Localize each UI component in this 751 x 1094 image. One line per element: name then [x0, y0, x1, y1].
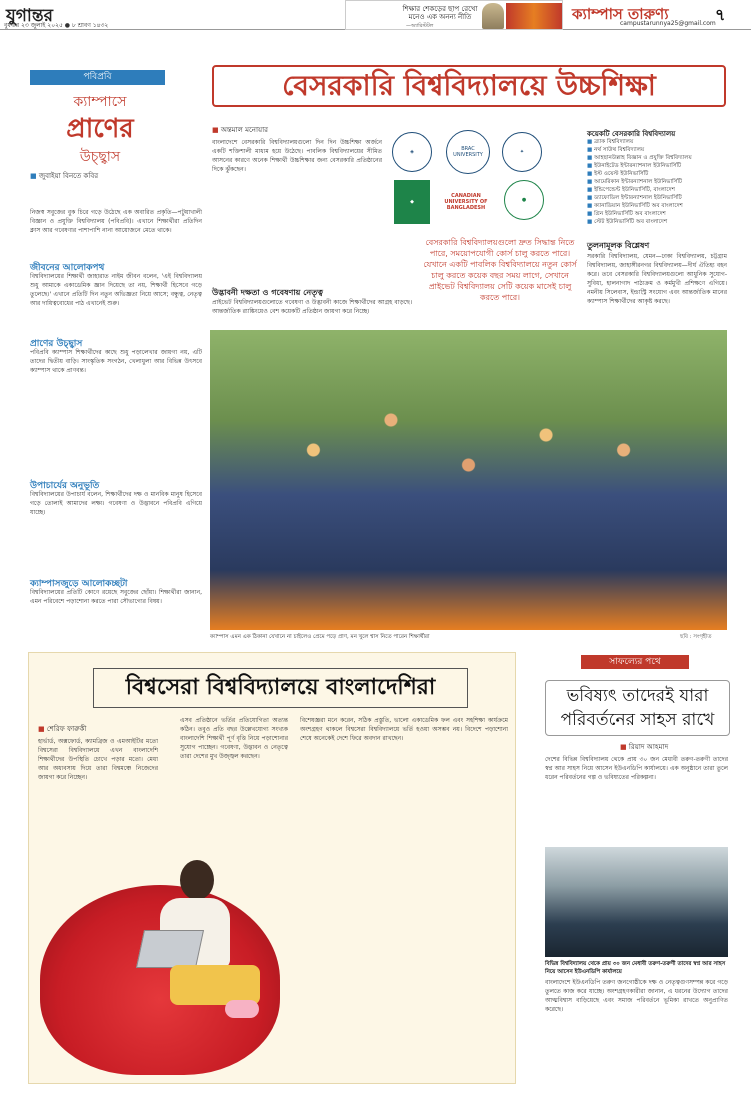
- graduates-photo: [545, 847, 728, 957]
- list-item: ■ ড্যাফোডিল ইন্টারন্যাশনাল ইউনিভার্সিটি: [587, 194, 727, 202]
- pobipri-text-4: বিশ্ববিদ্যালয়ের প্রতিটি কোণে রয়েছে সবুজের ছোঁয়া। শিক্ষার্থীরা জানান, এমন পরিবেশে পড়াশোনা করতে পারা সৌভাগ্যের বিষয়।: [30, 589, 202, 605]
- pobipri-subhead-1: জীবনের আলোকপথ: [30, 263, 105, 273]
- bottom-left-headline: বিশ্বসেরা বিশ্ববিদ্যালয়ে বাংলাদেশিরা: [93, 668, 468, 708]
- pobipri-text-3: বিশ্ববিদ্যালয়ের উপাচার্য বলেন, শিক্ষার্থীদের দক্ষ ও মানবিক মানুষ হিসেবে গড়ে তোলাই আমাদের লক্ষ্য। গবেষণা ও উদ্ভাবনে পবিপ্রবি এগিয়ে যাচ্ছে।: [30, 491, 202, 516]
- main-text-2: প্রাইভেট বিশ্ববিদ্যালয়গুলোতে গবেষণা ও উদ্ভাবনী কাজে শিক্ষার্থীদের আগ্রহ বাড়ছে। আন্তর্জাতিক র‍্যাঙ্কিংয়েও বেশ কয়েকটি প্রতিষ্ঠান জায়গা করে নিচ্ছে।: [212, 299, 412, 315]
- list-item: ■ ক্যানাডিয়ান ইউনিভার্সিটি অব বাংলাদেশ: [587, 202, 727, 210]
- bottom-left-text-3: বিশেষজ্ঞরা মনে করেন, সঠিক প্রস্তুতি, ভালো একাডেমিক ফল এবং সহশিক্ষা কার্যক্রমে অংশগ্রহণ থাকলে বিশ্বসেরা বিশ্ববিদ্যালয়ে ভর্তি হওয়া অসম্ভব নয়। বিদেশে পড়াশোনা শেষে অনেকেই দেশে ফিরে অবদান রাখছেন।: [300, 717, 508, 742]
- pobipri-headline-line1: ক্যাম্পাসে: [73, 94, 127, 110]
- person-legs: [170, 965, 260, 1005]
- list-item: ■ ইস্ট ওয়েস্ট ইউনিভার্সিটি: [587, 170, 727, 178]
- main-headline: বেসরকারি বিশ্ববিদ্যালয়ে উচ্চশিক্ষা: [212, 65, 726, 107]
- photo-credit: ছবি : সংগৃহীত: [680, 634, 712, 640]
- bottom-left-text-2: এসব প্রতিষ্ঠানে ভর্তির প্রতিযোগিতা অত্যন্ত কঠিন। তবুও প্রতি বছর উল্লেখযোগ্য সংখ্যক বাংলাদেশি শিক্ষার্থী পূর্ণ বৃত্তি নিয়ে পড়াশোনার সুযোগ পাচ্ছেন। গবেষণা, উদ্ভাবন ও নেতৃত্বে তারা দেশের মুখ উজ্জ্বল করছেন।: [180, 717, 288, 760]
- student-with-laptop-image: [130, 860, 260, 1040]
- pobipri-headline-line3: উচ্ছ্বাস: [79, 149, 121, 165]
- masthead-ad: [345, 0, 563, 30]
- pobipri-subhead-3: উপাচার্যের অনুভূতি: [30, 481, 100, 491]
- university-logo-crest: ◈: [392, 132, 432, 172]
- compare-subhead: তুলনামূলক বিশ্লেষণ: [587, 241, 650, 250]
- canadian-university-logo: CANADIAN UNIVERSITY OF BANGLADESH: [438, 184, 494, 220]
- compare-text: সরকারি বিশ্ববিদ্যালয়, যেমন—ঢাকা বিশ্ববিদ্যালয়, চট্টগ্রাম বিশ্ববিদ্যালয়, জাহাঙ্গীরনগর বিশ্ববিদ্যালয়—দীর্ঘ ঐতিহ্য বহন করে। তবে বেসরকারি বিশ্ববিদ্যালয়গুলো আধুনিক সুযোগ-সুবিধা, হালনাগাদ পাঠ্যক্রম ও কর্মমুখী প্রশিক্ষণে এগিয়ে। নমনীয় সিলেবাস, ইন্ডাস্ট্রি সংযোগ এবং আন্তর্জাতিক মানের ক্যাম্পাস শিক্ষার্থীদের আকৃষ্ট করছে।: [587, 253, 727, 305]
- main-subhead: উদ্ভাবনী দক্ষতা ও গবেষণায় নেতৃত্ব: [212, 288, 323, 297]
- list-item: ■ ইউনাইটেড ইন্টারন্যাশনাল ইউনিভার্সিটি: [587, 162, 727, 170]
- page-number: ৭: [715, 5, 726, 24]
- section-email: campustarunnya25@gmail.com: [620, 20, 716, 27]
- list-item: ■ নর্থ সাউথ বিশ্ববিদ্যালয়: [587, 146, 727, 154]
- list-item: ■ ব্র্যাক বিশ্ববিদ্যালয়: [587, 138, 727, 146]
- ad-text: শিক্ষার শেকড়ের ছাপ রেখো মনেও এক অনন্য নীতি: [402, 5, 478, 22]
- bottom-right-author: ■ রিয়াদ আহমাদ: [620, 741, 668, 753]
- bottom-right-headline: [545, 680, 730, 736]
- independent-university-logo: ●: [504, 180, 544, 220]
- laptop-image: [136, 930, 204, 968]
- person-shoes: [225, 1000, 259, 1018]
- list-item: ■ আমেরিকান ইন্টারন্যাশনাল ইউনিভার্সিটি: [587, 178, 727, 186]
- pobipri-headline-line2: প্রাণের: [66, 114, 134, 144]
- photo-caption: ক্যাম্পাস এমন এক ঠিকানা যেখানে না চাইলেও প্রেমে পড়ে প্রাণ, মন খুলে শ্বাস নিতে পারেন শিক্ষার্থীরা: [210, 634, 430, 640]
- brac-university-logo: BRAC UNIVERSITY: [446, 130, 490, 174]
- list-item: ■ স্টেট ইউনিভার্সিটি অব বাংলাদেশ: [587, 218, 727, 226]
- pobipri-intro: নিজস্ব সবুজের বুক চিরে গড়ে উঠেছে এক অবারিত প্রকৃতি—পটুয়াখালী বিজ্ঞান ও প্রযুক্তি বিশ্ববিদ্যালয় (পবিপ্রবি)। এখানে শিক্ষার্থীরা প্রতিদিন ক্লাস আর গবেষণার পাশাপাশি নানা আয়োজনে মেতে থাকে।: [30, 209, 202, 234]
- university-list: [587, 138, 727, 226]
- person-head: [180, 860, 214, 900]
- date-line: বুধবার ২৩ জুলাই ২০২৫ ● ৮ শ্রাবণ ১৪৩২: [4, 22, 109, 29]
- pobipri-subhead-2: প্রাণের উচ্ছ্বাস: [30, 339, 83, 349]
- students-crowd-photo: [210, 330, 727, 630]
- bottom-right-text-1: দেশের বিভিন্ন বিশ্ববিদ্যালয় থেকে প্রায় ৩০ জন মেধাবী তরুণ-তরুণী তাদের স্বপ্ন আর সাহস নিয়ে আসেন ইউএনডিপি কার্যালয়ে। এক অনুষ্ঠানে তারা তুলে ধরেন পরিবর্তনের গল্প ও ভবিষ্যতের পরিকল্পনা।: [545, 756, 728, 781]
- university-list-title: কয়েকটি বেসরকারি বিশ্ববিদ্যালয়: [587, 130, 676, 138]
- headline-line-2: পরিবর্তনের সাহস রাখে: [560, 710, 715, 730]
- newspaper-logo: যুগান্তর: [6, 6, 53, 26]
- statue-bust-image: [482, 3, 504, 29]
- university-logo-shield: ◆: [394, 180, 430, 224]
- main-author: ■ অন্তমাল মনোয়ার: [212, 124, 268, 136]
- pobipri-subhead-4: ক্যাম্পাসজুড়ে আলোকচ্ছটা: [30, 579, 128, 589]
- section-logo: ক্যাম্পাস তারুণ্য: [572, 5, 669, 23]
- university-logo-seal: ✦: [502, 132, 542, 172]
- main-pull-quote: বেসরকারি বিশ্ববিদ্যালয়গুলো দ্রুত সিদ্ধান্ত নিতে পারে, সময়োপযোগী কোর্স চালু করতে পারে। যেখানে একটি পাবলিক বিশ্ববিদ্যালয়ে নতুন কোর্স চালু করতে কয়েক বছর সময় লাগে, সেখানে প্রাইভেট বিশ্ববিদ্যালয় সেটি কয়েক মাসেই চালু করতে পারে।: [423, 238, 577, 302]
- list-item: ■ আহছানউল্লাহ বিজ্ঞান ও প্রযুক্তি বিশ্ববিদ্যালয়: [587, 154, 727, 162]
- list-item: ■ ইন্ডিপেন্ডেন্ট ইউনিভার্সিটি, বাংলাদেশ: [587, 186, 727, 194]
- bottom-left-text-1: হার্ভার্ড, অক্সফোর্ড, ক্যামব্রিজ ও এমআইটির মতো বিশ্বসেরা বিশ্ববিদ্যালয়ে এখন বাংলাদেশি শিক্ষার্থীদের উপস্থিতি চোখে পড়ার মতো। মেধা আর অধ্যবসায় দিয়ে তারা বিশ্বমঞ্চে নিজেদের জায়গা করে নিচ্ছেন।: [38, 738, 158, 781]
- pobipri-text-2: পবিপ্রবি ক্যাম্পাস শিক্ষার্থীদের কাছে শুধু পড়ালেখার জায়গা নয়, এটি তাদের দ্বিতীয় বাড়ি। সাংস্কৃতিক সংগঠন, খেলাধুলা আর বিভিন্ন উৎসবে ক্যাম্পাস থাকে প্রাণবন্ত।: [30, 349, 202, 374]
- ad-banner-image: [506, 3, 562, 29]
- ad-attribution: —অ্যারিস্টটল: [406, 23, 434, 29]
- main-text-1: বাংলাদেশে বেসরকারি বিশ্ববিদ্যালয়গুলো দিন দিন উচ্চশিক্ষা অর্জনে একটি শক্তিশালী মাধ্যম হয়ে উঠেছে। পাবলিক বিশ্ববিদ্যালয়ের সীমিত আসনের কারণে অনেক শিক্ষার্থী উচ্চশিক্ষার জন্য বেসরকারি প্রতিষ্ঠানের দিকে ঝুঁকছেন।: [212, 139, 382, 173]
- success-path-tag: সাফল্যের পথে: [581, 655, 689, 669]
- pobipri-text-1: বিশ্ববিদ্যালয়ের শিক্ষার্থী জাহারাত নাইম জীবন বলেন, 'এই বিশ্ববিদ্যালয় শুধু আমাকে একাডেমিক জ্ঞান দিয়েছে তা নয়, শিক্ষার্থী হিসেবে গড়ে তুলেছে।' এখানে প্রতিটি দিন নতুন অভিজ্ঞতা নিয়ে আসে; বন্ধুত্ব, নেতৃত্ব আর দায়িত্ববোধের পাঠ এখানেই শুরু।: [30, 273, 202, 307]
- list-item: ■ গ্রিন ইউনিভার্সিটি অব বাংলাদেশ: [587, 210, 727, 218]
- pobipri-tag: পবিপ্রবি: [30, 70, 165, 85]
- masthead: [0, 0, 751, 30]
- headline-line-1: ভবিষ্যৎ তাদেরই যারা: [566, 686, 709, 706]
- bottom-left-author: ■ শেরিফ ফারুকী: [38, 723, 86, 735]
- bottom-right-text-2: বাংলাদেশে ইউএনডিপি তরুণ জনগোষ্ঠীকে দক্ষ ও নেতৃত্বগুণসম্পন্ন করে গড়ে তুলতে কাজ করে যাচ্ছে। অংশগ্রহণকারীরা জানান, এ ধরনের উদ্যোগ তাদের আত্মবিশ্বাস বাড়িয়েছে এবং সমাজ পরিবর্তনে ভূমিকা রাখতে অনুপ্রাণিত করেছে।: [545, 979, 728, 1013]
- graduates-photo-caption: বিভিন্ন বিশ্ববিদ্যালয় থেকে প্রায় ৩০ জন মেধাবী তরুণ-তরুণী তাদের স্বপ্ন আর সাহস নিয়ে আসেন ইউএনডিপি কার্যালয়ে: [545, 961, 726, 975]
- pobipri-author: ■ জুবাইয়া বিনতে কবির: [30, 170, 98, 182]
